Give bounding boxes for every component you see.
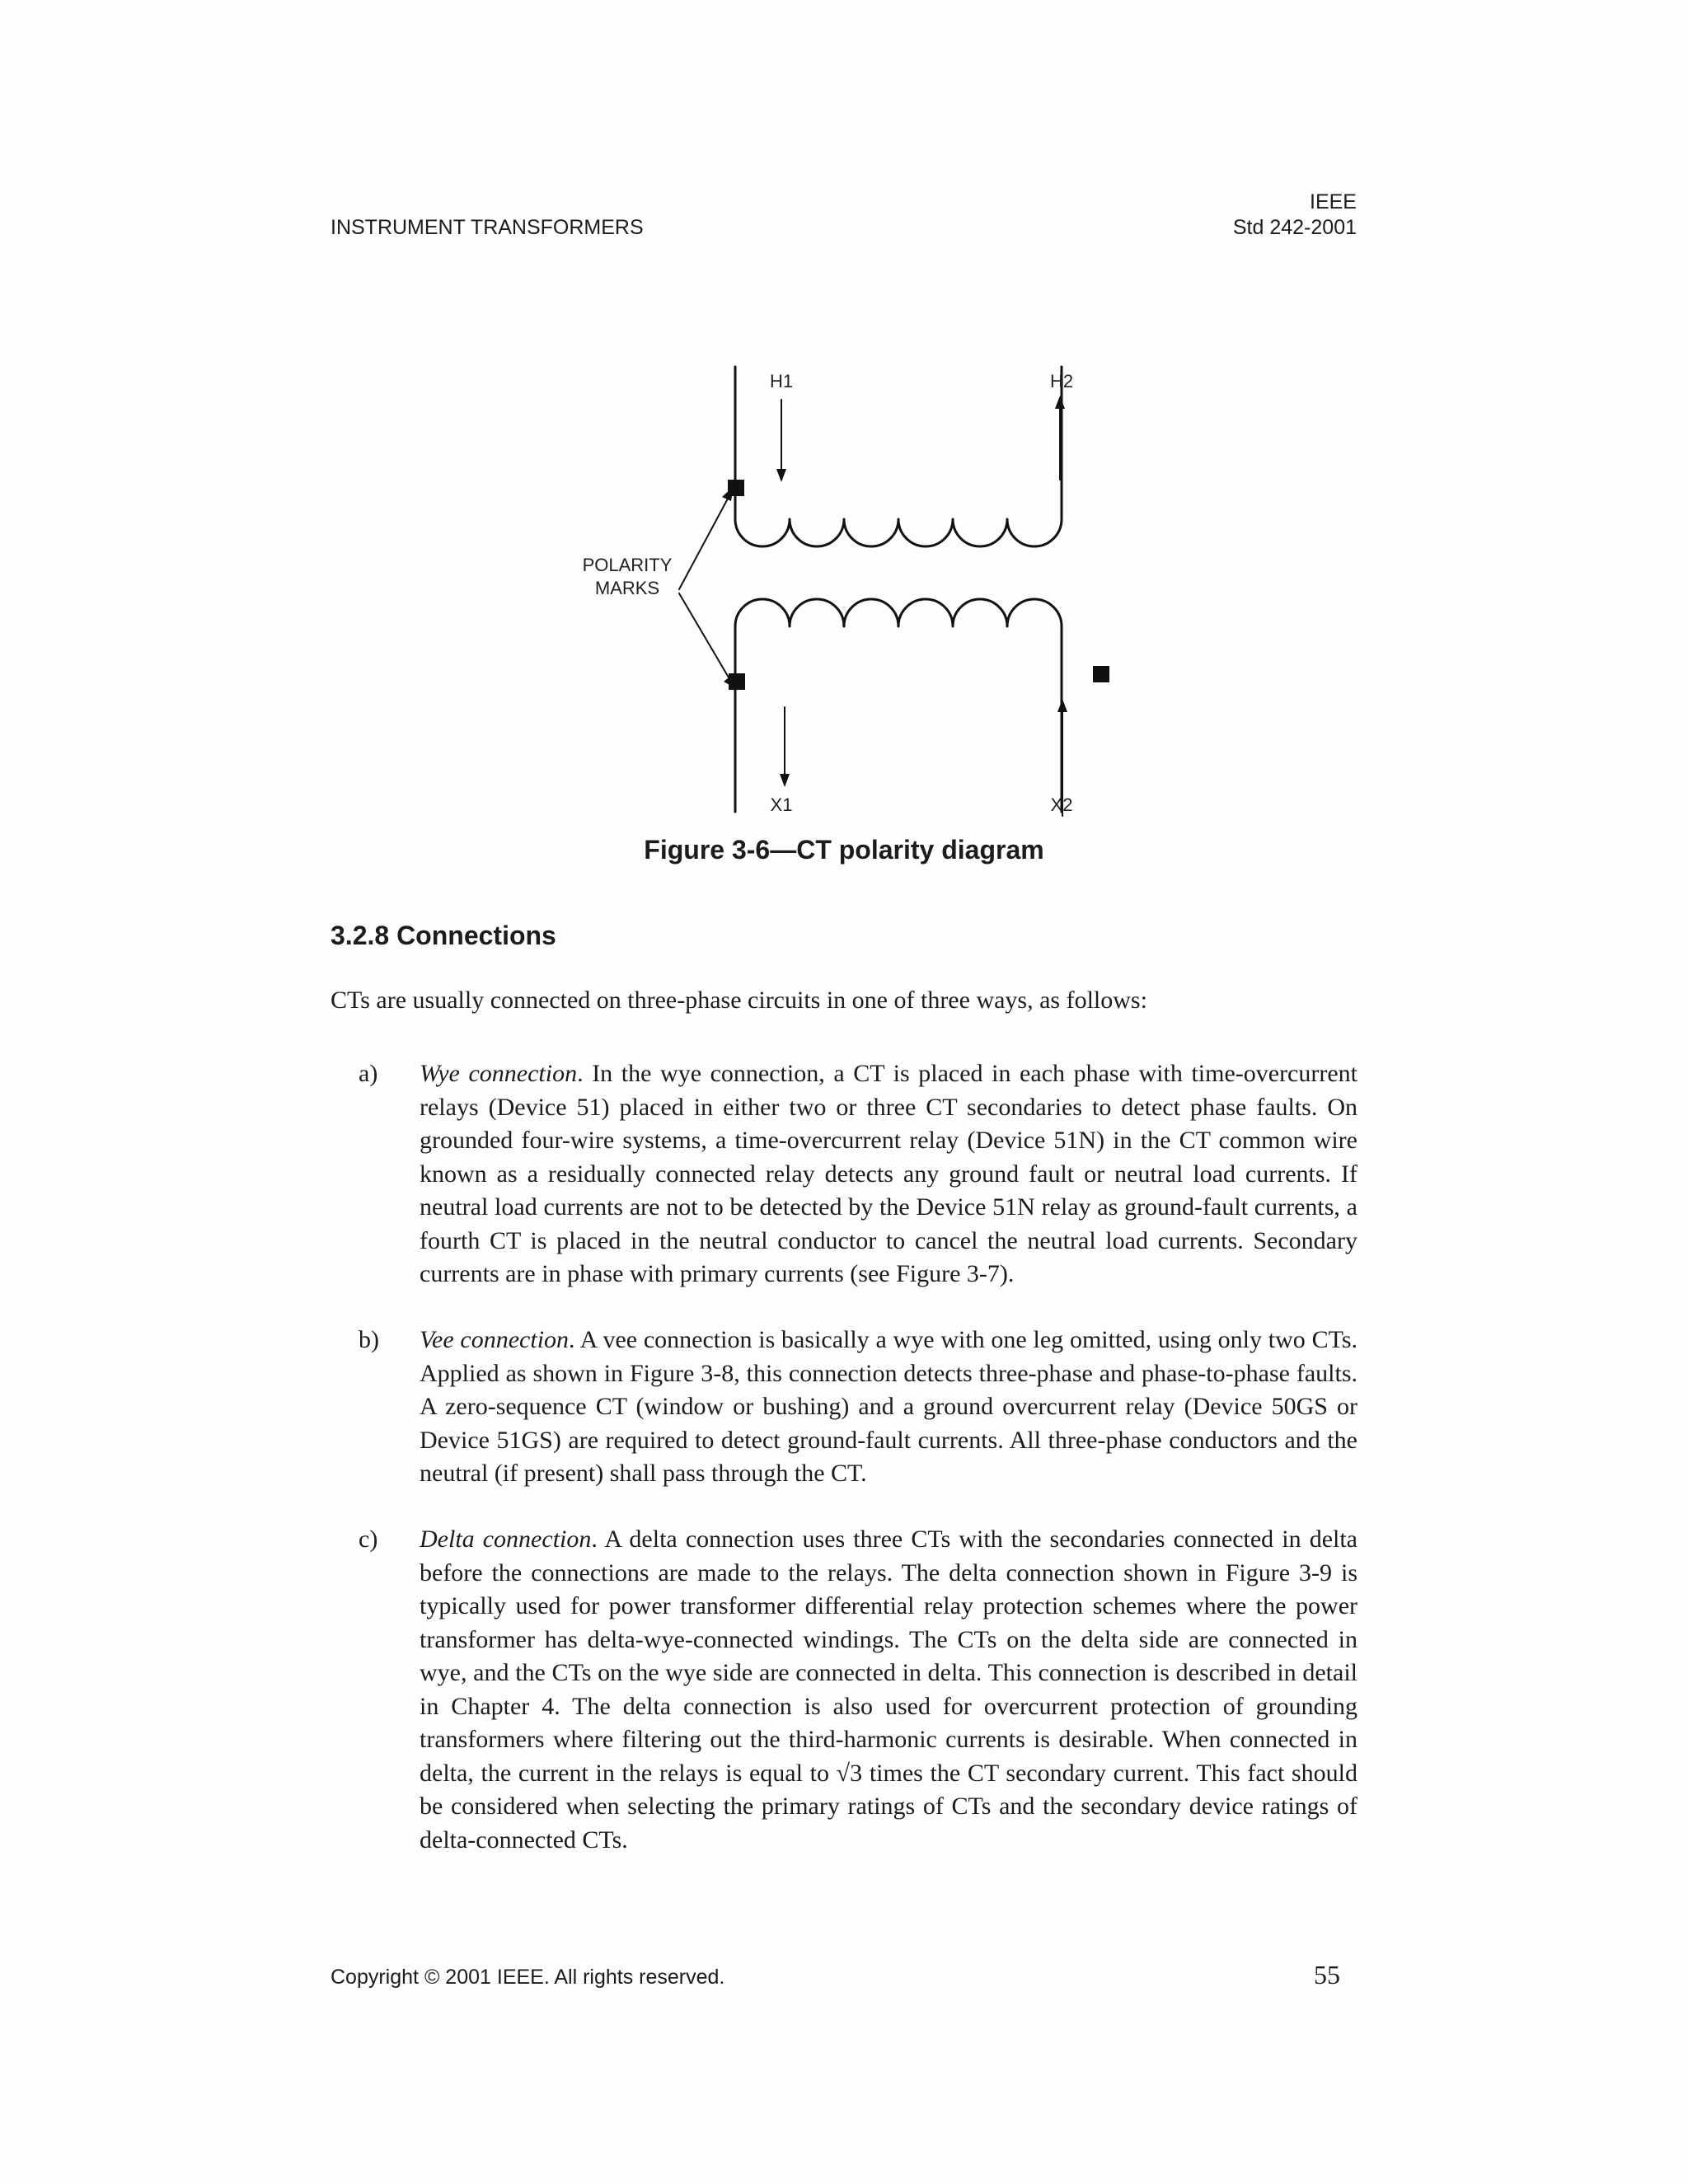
list-item-body xyxy=(420,1057,1357,1291)
list-item-body xyxy=(420,1523,1357,1857)
list-text: . A vee connection is basically a wye with one leg omitted, using only two CTs. Applied as shown in Figure 3-8, this connection detects three-phase and phase-to-phase faults. A zero-sequence CT (window or bushing) and a ground overcurrent relay (Device 50GS or Device 51GS) are required to detect ground-fault currents. All three-phase conductors and the neutral (if present) shall pass through the CT. xyxy=(420,1326,1357,1487)
label-x2: X2 xyxy=(1050,794,1073,815)
label-x1: X1 xyxy=(770,794,793,815)
pointer-line-top xyxy=(679,499,728,589)
list-marker: c) xyxy=(359,1526,378,1553)
h1-arrowhead xyxy=(776,469,786,482)
list-item-body xyxy=(420,1324,1357,1491)
list-term: Wye connection xyxy=(420,1060,578,1087)
polarity-mark-h1 xyxy=(728,480,744,496)
polarity-mark-x2 xyxy=(1093,666,1109,682)
running-header-standard xyxy=(1233,190,1357,241)
label-marks: MARKS xyxy=(594,578,660,598)
header-org: IEEE xyxy=(1310,190,1357,213)
figure-caption: Figure 3-6—CT polarity diagram xyxy=(644,835,1044,865)
label-h1: H1 xyxy=(769,371,794,391)
polarity-mark-x1 xyxy=(729,673,745,690)
list-text: . A delta connection uses three CTs with the secondaries connected in delta before the connections are made to the relays. The delta connection shown in Figure 3-9 is typically used for power transformer differential relay protection schemes where the power transformer has delta-wye-connected windings. The CTs on the delta side are connected in wye, and the CTs on the wye side are connected in delta. This connection is described in detail in Chapter 4. The delta connection is also used for overcurrent protection of grounding transformers where filtering out the third-harmonic currents is desirable. When connected in delta, the current in the relays is equal to √3 times the CT secondary current. This fact should be considered when selecting the primary ratings of CTs and the secondary device ratings of delta-connected CTs. xyxy=(420,1526,1357,1854)
ct-polarity-diagram xyxy=(560,354,1121,824)
list-term: Vee connection xyxy=(420,1326,570,1353)
header-std-number: Std 242-2001 xyxy=(1232,216,1357,239)
list-marker: b) xyxy=(359,1326,379,1353)
label-polarity: POLARITY xyxy=(582,555,673,575)
x2-arrowhead xyxy=(1057,699,1067,712)
pointer-line-bottom xyxy=(679,593,729,677)
label-h2: H2 xyxy=(1049,371,1074,391)
h2-arrowhead xyxy=(1055,396,1065,409)
primary-winding xyxy=(735,367,1062,546)
x1-arrowhead xyxy=(780,774,790,787)
intro-paragraph: CTs are usually connected on three-phase circuits in one of three ways, as follows: xyxy=(331,987,1147,1014)
running-header-title: INSTRUMENT TRANSFORMERS xyxy=(331,216,644,239)
list-term: Delta connection xyxy=(420,1526,592,1553)
page-number: 55 xyxy=(1314,1960,1340,1990)
copyright-footer: Copyright © 2001 IEEE. All rights reserved. xyxy=(331,1966,725,1989)
list-text: . In the wye connection, a CT is placed in each phase with time-overcurrent relays (Device 51) placed in either two or three CT secondaries to detect phase faults. On grounded four-wire systems, a time-overcurrent relay (Device 51N) in the CT common wire known as a residually connected relay detects any ground fault or neutral load currents. If neutral load currents are not to be detected by the Device 51N relay as ground-fault currents, a fourth CT is placed in the neutral conductor to cancel the neutral load currents. Secondary currents are in phase with primary currents (see Figure 3-7). xyxy=(420,1060,1358,1287)
list-marker: a) xyxy=(359,1060,378,1087)
section-heading: 3.2.8 Connections xyxy=(331,921,556,950)
